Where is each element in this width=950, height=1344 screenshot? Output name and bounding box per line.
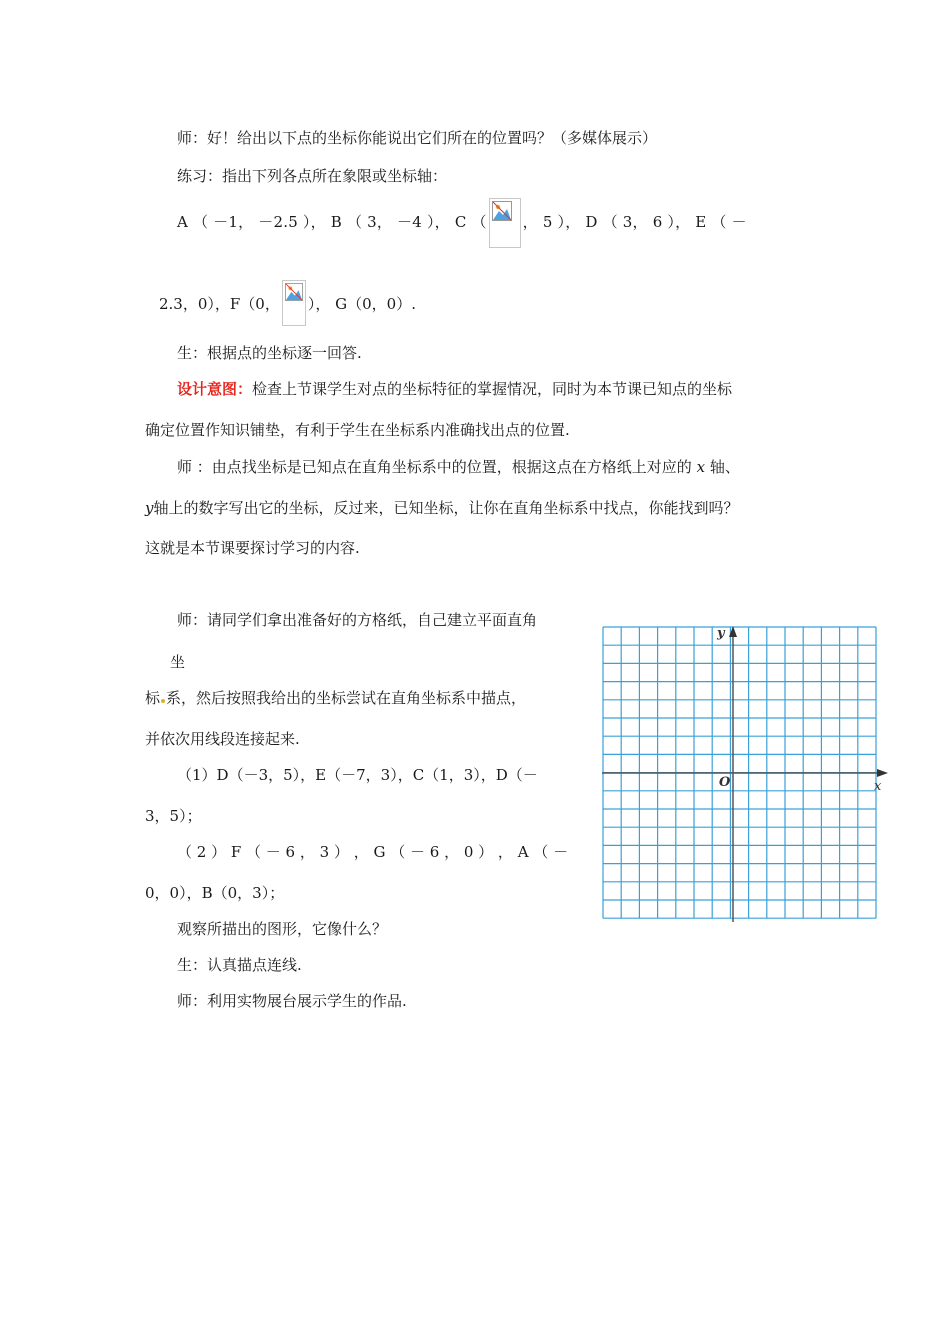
origin-label: O [719,775,731,790]
text-line-3 [177,212,747,248]
text-line-4 [159,294,416,326]
point-list-part-2: ， 5 ）， D （ 3， 6 ）， E （ － [522,213,747,231]
marker-dot [161,699,165,703]
text-line-16: 3，5）； [145,807,202,825]
text-line-19: 观察所描出的图形，它像什么？ [177,920,388,938]
broken-image-icon [489,198,521,248]
text-segment: 轴上的数字写出它的坐标，反过来，已知坐标，让你在直角坐标系中找点，你能找到吗？ [153,499,739,517]
y-axis-label: y [717,626,725,641]
text-line-8 [177,457,740,477]
x-axis-label: x [874,779,882,794]
text-segment: 师 ：由点找坐标是已知点在直角坐标系中的位置，根据这点在方格纸上对应的 [177,458,692,476]
text-line-13 [145,688,526,708]
text-segment: 轴、 [709,458,740,476]
text-line-6 [177,379,732,399]
design-intent-text: 检查上节课学生对点的坐标特征的掌握情况，同时为本节课已知点的坐标 [252,380,733,398]
point-list-part-1: A （ －1， －2.5 ）， B （ 3， －4 ）， C （ [177,213,487,231]
text-segment: 标 [145,689,161,707]
broken-image-icon [282,280,306,326]
text-line-12: 坐 [170,653,186,671]
x-axis-arrow-icon [877,769,888,777]
text-line-5: 生：根据点的坐标逐一回答. [177,344,362,362]
text-line-10: 这就是本节课要探讨学习的内容. [145,539,360,557]
x-variable: x [696,458,706,476]
text-line-21: 师：利用实物展台展示学生的作品. [177,992,407,1010]
text-line-7: 确定位置作知识铺垫，有利于学生在坐标系内准确找出点的位置. [145,421,570,439]
text-line-20: 生：认真描点连线. [177,956,302,974]
text-line-18: 0，0），B（0，3）； [145,884,285,902]
text-line-11: 师：请同学们拿出准备好的方格纸，自己建立平面直角 [177,611,538,629]
text-line-9 [145,498,739,518]
text-line-15: （1）D（－3，5），E（－7，3），C（1，3），D（－ [177,766,538,784]
text-line-17: （ 2 ） F （ － 6 ， 3 ） ， G （ － 6 ， 0 ） ， A （ － [177,843,569,861]
text-line-2: 练习：指出下列各点所在象限或坐标轴： [177,167,448,185]
text-segment: 系，然后按照我给出的坐标尝试在直角坐标系中描点， [166,689,527,707]
text-line-1: 师：好！给出以下点的坐标你能说出它们所在的位置吗？（多媒体展示） [177,129,658,147]
coordinate-grid [602,626,892,928]
point-list-part-4: ）， G（0，0）. [307,295,416,313]
design-intent-label: 设计意图： [177,380,253,398]
point-list-part-3: 2.3，0），F（0， [159,295,280,313]
text-line-14: 并依次用线段连接起来. [145,730,300,748]
y-variable: y [145,499,154,517]
